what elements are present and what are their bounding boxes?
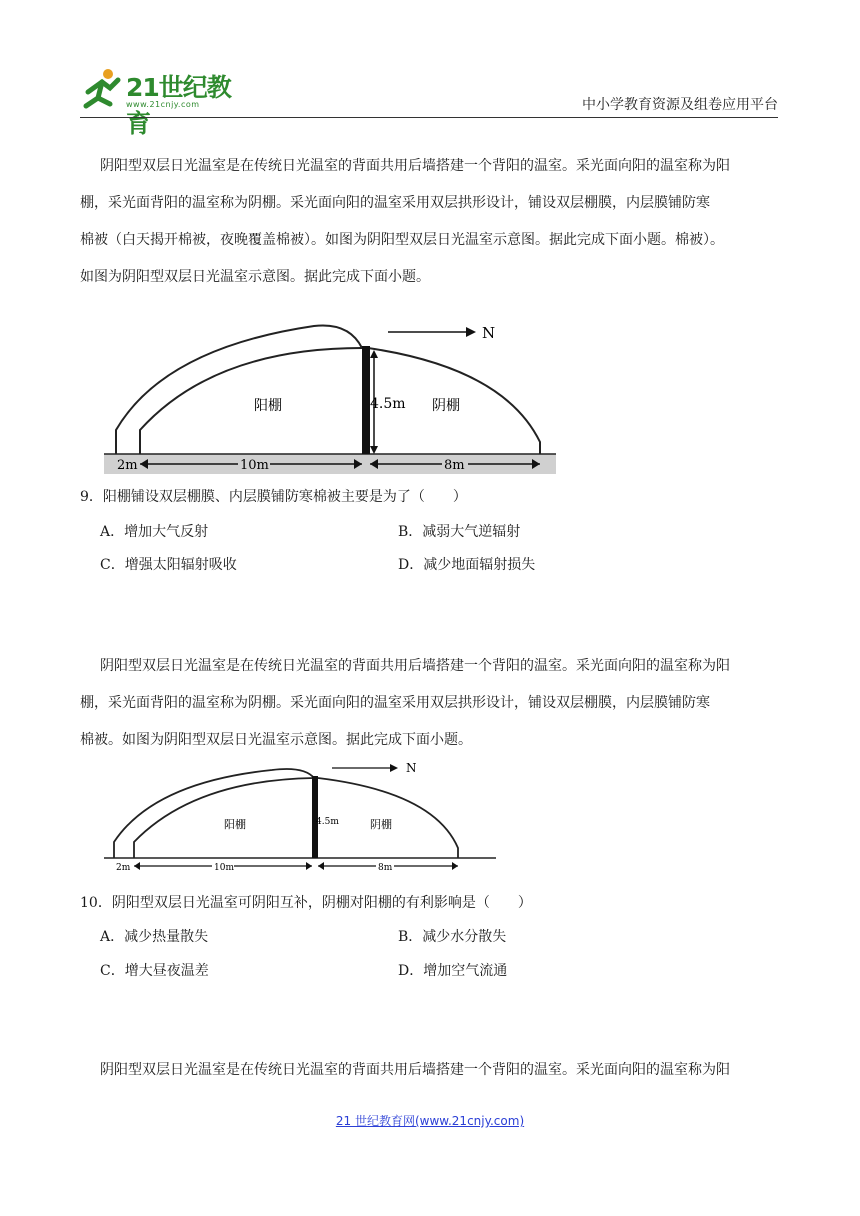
sunny-label: 阳棚 <box>254 398 282 414</box>
dim-10m: 10m <box>214 863 234 873</box>
sunny-label: 阳棚 <box>224 818 246 831</box>
question-9-stem: 9．阳棚铺设双层棚膜、内层膜铺防寒棉被主要是为了（ ） <box>80 489 467 505</box>
dim-2m: 2m <box>116 863 131 873</box>
greenhouse-diagram-2 <box>104 758 496 874</box>
passage-1 <box>80 148 780 296</box>
passage-line: 棚，采光面背阳的温室称为阴棚。采光面向阳的温室采用双层拱形设计，铺设双层棚膜，内层膜铺防寒 <box>80 695 710 711</box>
logo-url: www.21cnjy.com <box>126 100 200 109</box>
q9-option-a[interactable]: A．增加大气反射 <box>100 524 209 540</box>
runner-logo-icon <box>80 66 124 112</box>
passage-line: 如图为阴阳型双层日光温室示意图。据此完成下面小题。 <box>80 269 430 285</box>
dim-8m: 8m <box>378 863 393 873</box>
footer-link[interactable]: 21 世纪教育网(www.21cnjy.com) <box>335 1114 525 1128</box>
q10-option-d[interactable]: D．增加空气流通 <box>398 963 508 979</box>
outer-arch <box>114 769 314 858</box>
shady-label: 阴棚 <box>432 398 460 414</box>
q9-option-d[interactable]: D．减少地面辐射损失 <box>398 557 536 573</box>
passage-line: 棉被（白天揭开棉被，夜晚覆盖棉被）。如图为阴阳型双层日光温室示意图。据此完成下面小题。棉被）。 <box>80 232 724 248</box>
site-logo[interactable] <box>80 66 250 138</box>
passage-3 <box>100 1052 780 1089</box>
q9-option-b[interactable]: B．减弱大气逆辐射 <box>398 524 521 540</box>
passage-line: 阴阳型双层日光温室是在传统日光温室的背面共用后墙搭建一个背阳的温室。采光面向阳的温室称为阳 <box>100 658 730 674</box>
header-divider <box>80 117 778 118</box>
passage-line: 棉被。如图为阴阳型双层日光温室示意图。据此完成下面小题。 <box>80 732 472 748</box>
passage-line: 阴阳型双层日光温室是在传统日光温室的背面共用后墙搭建一个背阳的温室。采光面向阳的温室称为阳 <box>100 158 730 174</box>
platform-name: 中小学教育资源及组卷应用平台 <box>582 97 778 113</box>
shady-label: 阴棚 <box>370 818 392 831</box>
page-header <box>80 62 778 138</box>
height-label: 4.5m <box>370 396 406 412</box>
question-10-stem: 10．阴阳型双层日光温室可阴阳互补，阴棚对阳棚的有利影响是（ ） <box>80 895 532 911</box>
inner-arch <box>140 348 362 454</box>
logo-title: 21世纪教育 <box>126 73 231 138</box>
outer-arch <box>116 325 362 454</box>
passage-2 <box>80 648 780 759</box>
passage-line: 阴阳型双层日光温室是在传统日光温室的背面共用后墙搭建一个背阳的温室。采光面向阳的温室称为阳 <box>100 1062 730 1078</box>
dim-8m: 8m <box>444 458 465 473</box>
greenhouse-diagram-1 <box>104 318 556 478</box>
passage-line: 棚，采光面背阳的温室称为阴棚。采光面向阳的温室采用双层拱形设计，铺设双层棚膜，内层膜铺防寒 <box>80 195 710 211</box>
height-label: 4.5m <box>316 817 339 827</box>
q9-option-c[interactable]: C．增强太阳辐射吸收 <box>100 557 237 573</box>
dim-2m: 2m <box>117 458 138 473</box>
q10-option-b[interactable]: B．减少水分散失 <box>398 929 507 945</box>
back-wall <box>362 346 370 454</box>
q10-option-a[interactable]: A．减少热量散失 <box>100 929 209 945</box>
q10-option-c[interactable]: C．增大昼夜温差 <box>100 963 209 979</box>
north-label: N <box>406 761 417 775</box>
dim-10m: 10m <box>240 458 269 473</box>
north-label: N <box>482 324 496 342</box>
